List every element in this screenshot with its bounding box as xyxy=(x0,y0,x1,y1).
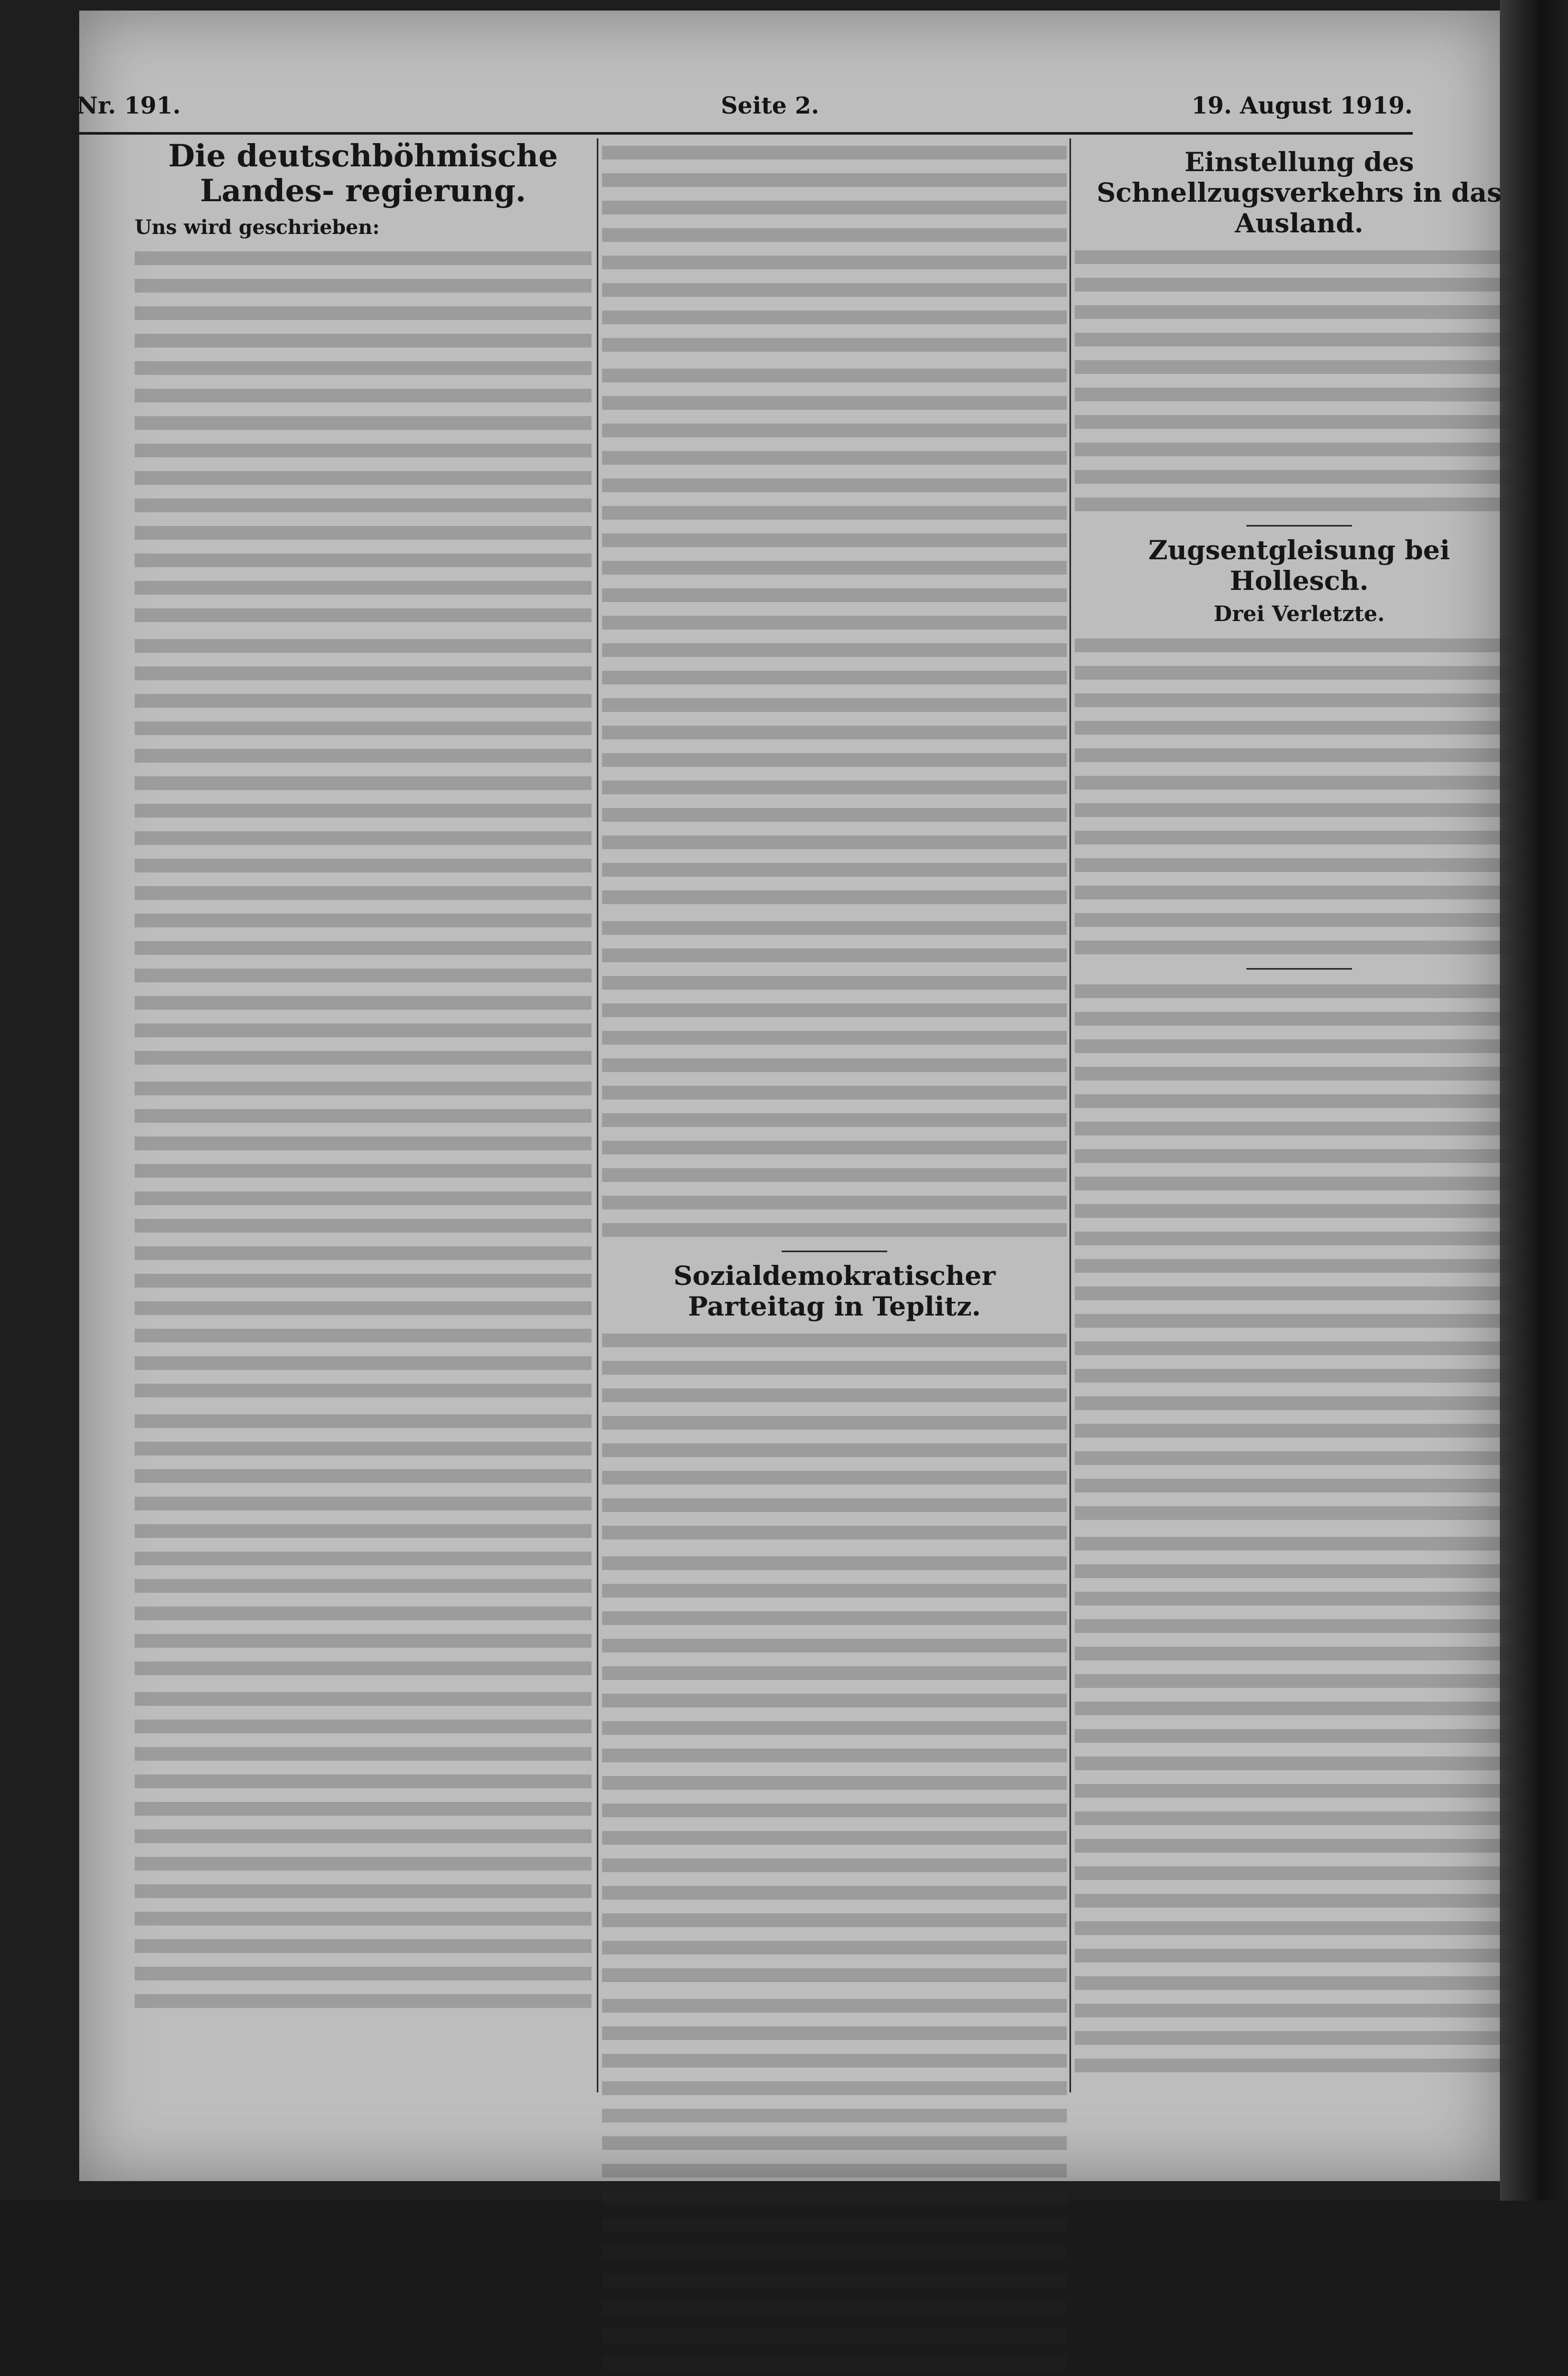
article-paragraph xyxy=(135,1685,591,2014)
article-paragraph xyxy=(135,632,591,1071)
article-title: Die deutschböhmische Landes- regierung. xyxy=(168,138,558,209)
page-header xyxy=(77,92,1413,129)
article-paragraph xyxy=(602,361,1067,910)
article-paragraph xyxy=(1075,243,1524,518)
article-paragraph xyxy=(602,138,1067,358)
section-separator xyxy=(1246,968,1352,970)
section-separator xyxy=(1246,525,1352,527)
article-title: Zugsentgleisung bei Hollesch. xyxy=(1148,534,1450,596)
column-divider xyxy=(597,138,598,2092)
page-number: Seite 2. xyxy=(721,92,820,119)
column-3 xyxy=(1075,138,1524,2092)
article-paragraph xyxy=(602,1549,1067,1988)
article-title: Einstellung des Schnellzugsverkehrs in das Ausland. xyxy=(1096,146,1502,239)
article-paragraph xyxy=(1075,631,1524,961)
article-paragraph xyxy=(602,914,1067,1243)
issue-number: Nr. 191. xyxy=(77,92,181,119)
section-title: Sozialdemokratischer Parteitag in Teplitz. xyxy=(673,1260,996,1322)
article-paragraph xyxy=(1075,977,1524,1526)
article-paragraph xyxy=(135,244,591,628)
column-1 xyxy=(135,138,591,2092)
article-paragraph xyxy=(602,1326,1067,1546)
header-rule xyxy=(77,132,1413,135)
article-paragraph xyxy=(602,1992,1067,2376)
column-divider xyxy=(1069,138,1071,2092)
article-byline: Uns wird geschrieben: xyxy=(135,215,380,239)
article-subtitle: Drei Verletzte. xyxy=(1214,602,1385,626)
article-paragraph xyxy=(135,1074,591,1404)
section-separator xyxy=(782,1251,887,1252)
column-2 xyxy=(602,138,1067,2092)
article-paragraph xyxy=(135,1407,591,1682)
issue-date: 19. August 1919. xyxy=(1191,92,1413,119)
article-paragraph xyxy=(1075,1529,1524,2079)
